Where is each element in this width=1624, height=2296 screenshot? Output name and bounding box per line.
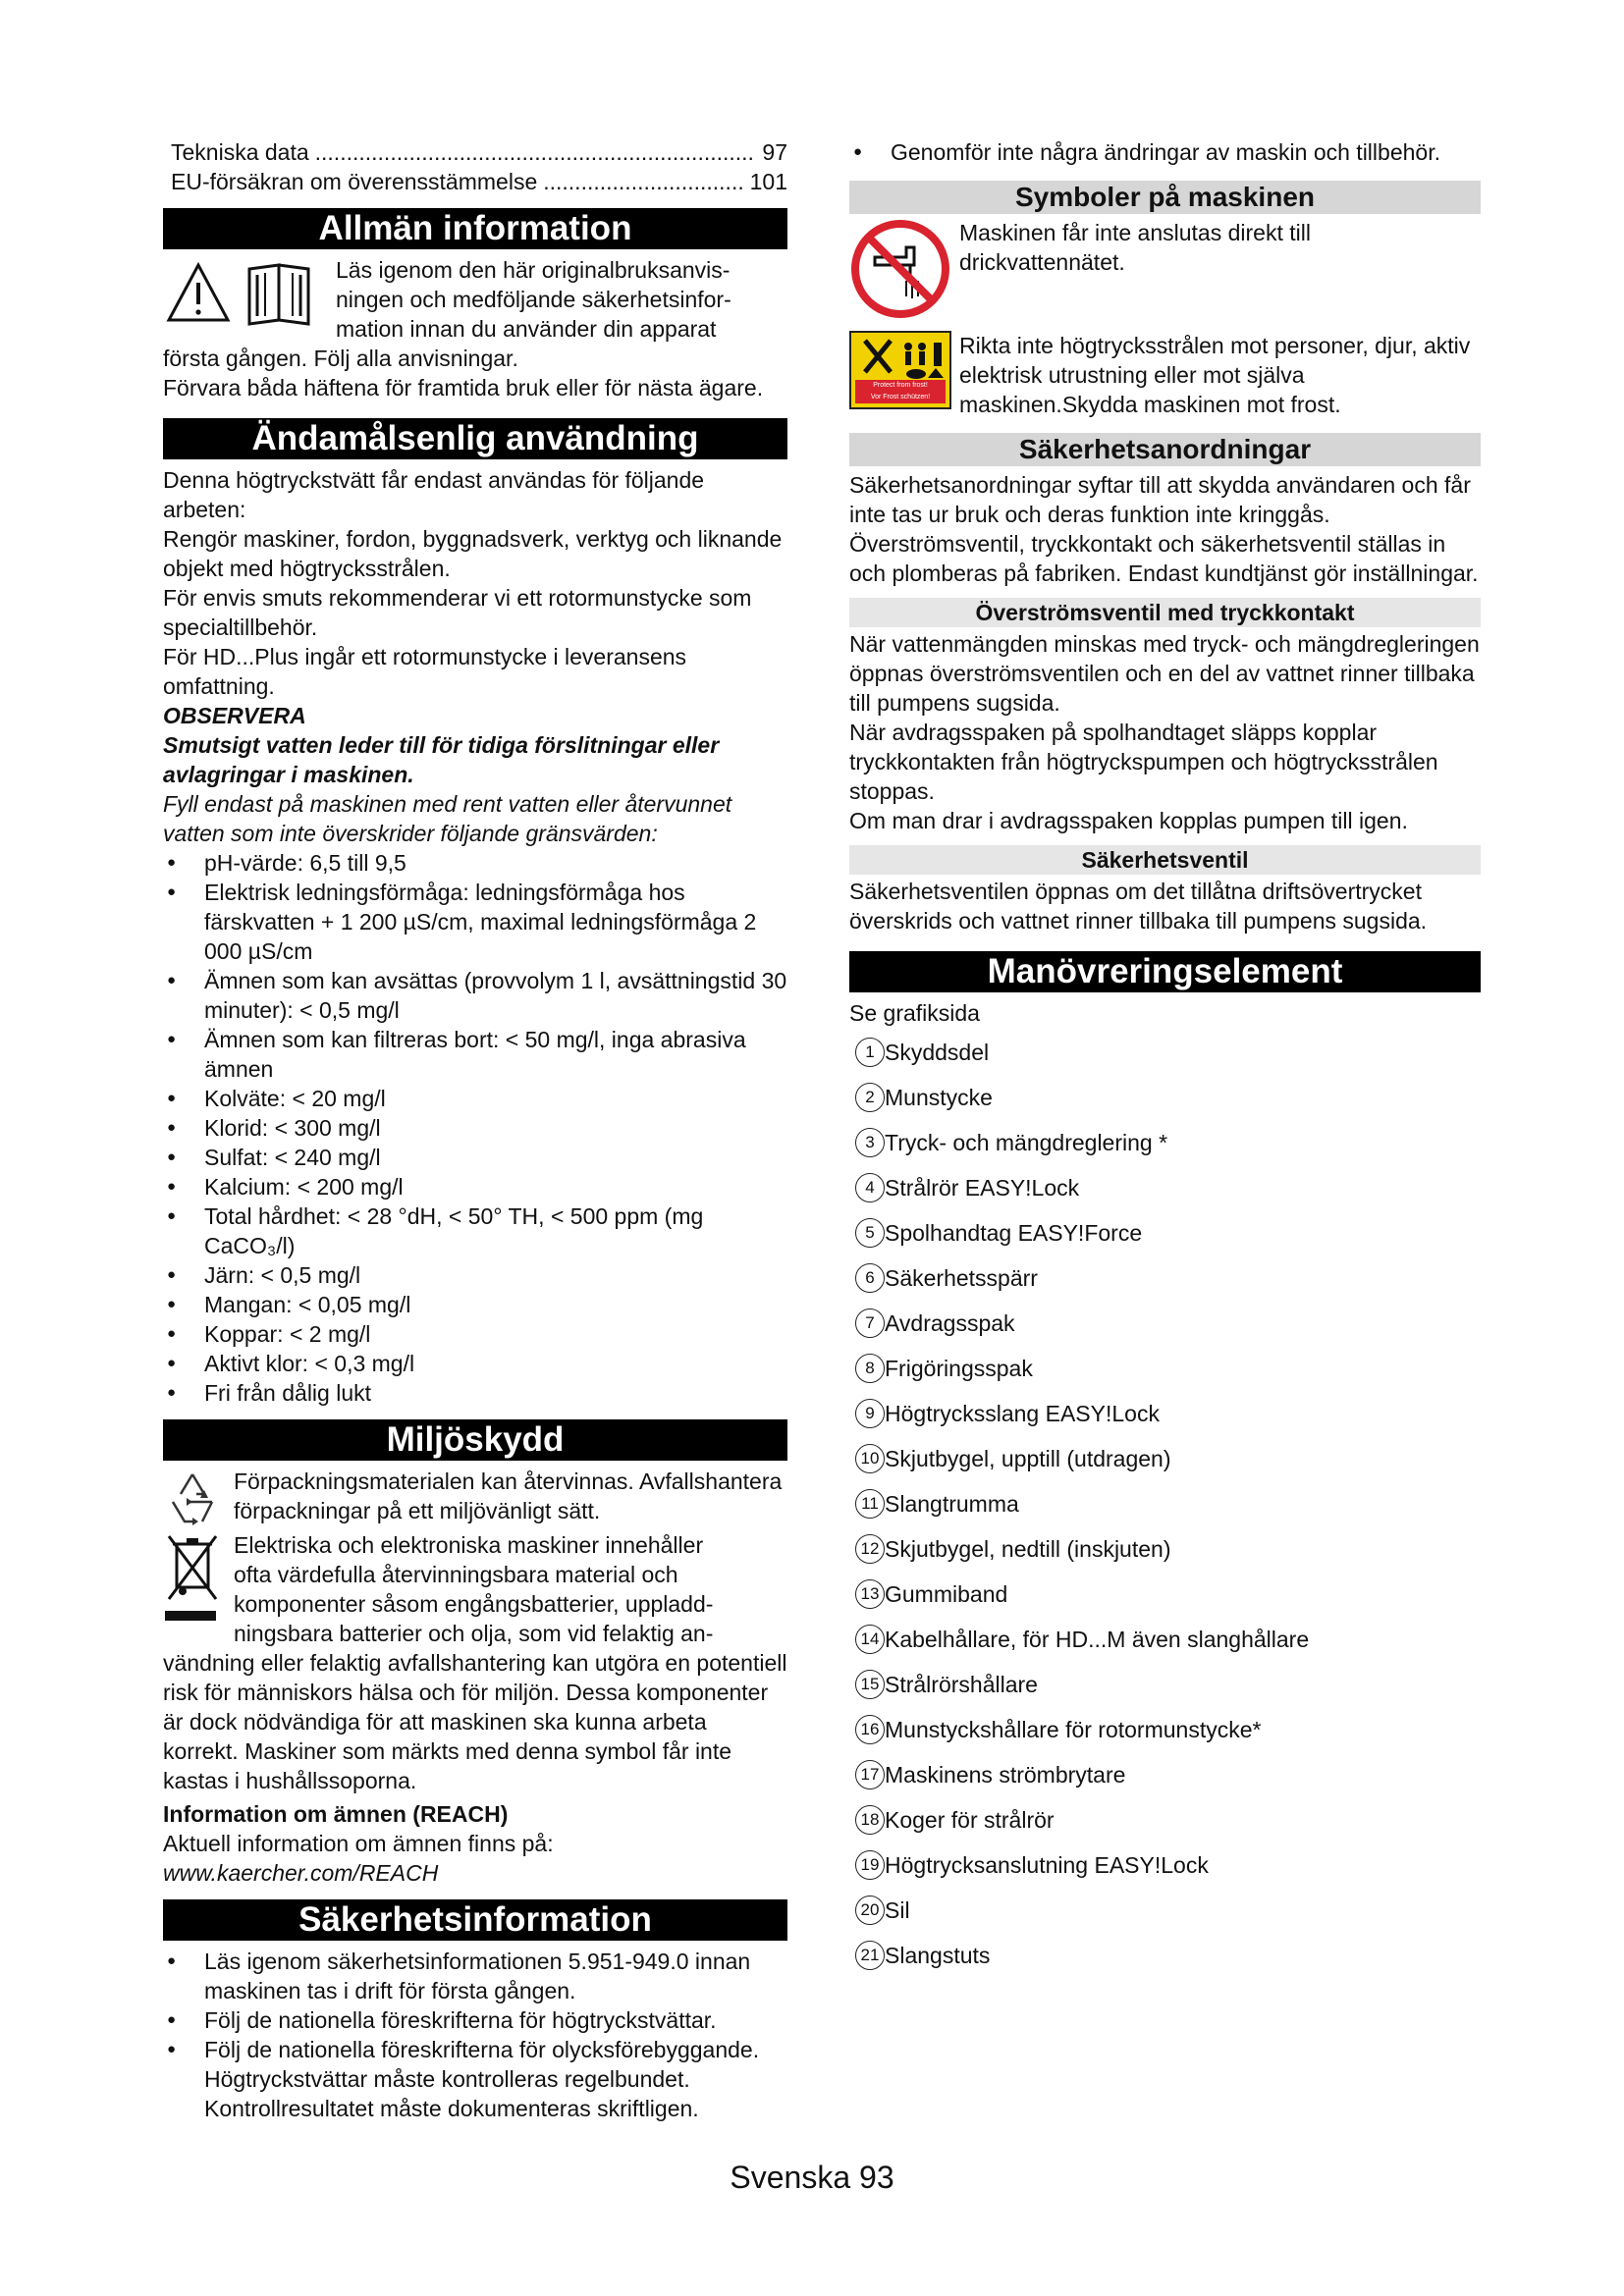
no-drinking-water-icon bbox=[849, 218, 959, 325]
control-item bbox=[849, 1165, 1481, 1210]
item-label: Skjutbygel, upptill (utdragen) bbox=[885, 1445, 1171, 1471]
item-number: 9 bbox=[855, 1399, 885, 1428]
list-item: ● Koppar: < 2 mg/l bbox=[163, 1319, 787, 1349]
item-number: 19 bbox=[855, 1850, 885, 1880]
reach-text bbox=[163, 1829, 787, 1888]
toc-label: Tekniska data bbox=[171, 139, 309, 165]
limits-list bbox=[163, 848, 787, 1408]
control-item bbox=[849, 1210, 1481, 1255]
section-heading-controls: Manövreringselement bbox=[849, 951, 1481, 992]
item-number: 14 bbox=[855, 1625, 885, 1654]
page-footer bbox=[0, 2160, 1624, 2196]
symbol-jet-text: Rikta inte högtrycksstrålen mot personer, djur, aktiv elektrisk utrustning eller mot själva maskinen.Skydda maskinen mot frost. bbox=[959, 333, 1471, 417]
paragraph: När vattenmängden minskas med tryck- och mängdregleringen öppnas överströmsventilen och en del av vattnet rinner tillbaka till pumpens sugsida. bbox=[849, 631, 1480, 716]
packaging-row bbox=[163, 1467, 787, 1530]
subheading-overflow-valve: Överströmsventil med tryckkontakt bbox=[849, 598, 1481, 627]
list-item: ● Ämnen som kan filtreras bort: < 50 mg/l, inga abrasiva ämnen bbox=[163, 1025, 787, 1084]
item-number: 17 bbox=[855, 1760, 885, 1789]
item-label: Skyddsdel bbox=[885, 1039, 990, 1065]
list-item: ● Följ de nationella föreskrifterna för olycksförebyggande. Högtryckstvättar måste kontrolleras regelbundet. Kontrollresultatet måste dokumenteras skriftligen. bbox=[163, 2035, 787, 2123]
packaging-text: Förpackningsmaterialen kan återvinnas. Avfallshantera förpackningar på ett miljövänligt sätt. bbox=[234, 1468, 783, 1523]
weee-row bbox=[163, 1530, 787, 1648]
section-heading-intended-use: Ändamålsenlig användning bbox=[163, 418, 787, 459]
control-item bbox=[849, 1662, 1481, 1707]
crossed-bin-icon bbox=[163, 1530, 234, 1648]
reach-text-label: Aktuell information om ämnen finns på: bbox=[163, 1831, 554, 1856]
item-number: 6 bbox=[855, 1263, 885, 1293]
safety-label-icon bbox=[849, 331, 959, 409]
toc-page: 101 bbox=[749, 169, 787, 194]
controls-list bbox=[849, 1030, 1481, 1978]
item-label: Tryck- och mängdreglering * bbox=[885, 1129, 1168, 1155]
paragraph: Om man drar i avdragsspaken kopplas pumpen till igen. bbox=[849, 808, 1408, 833]
item-number: 20 bbox=[855, 1896, 885, 1925]
control-item bbox=[849, 1481, 1481, 1526]
item-number: 8 bbox=[855, 1354, 885, 1383]
weee-lines bbox=[234, 1530, 787, 1648]
control-item bbox=[849, 1391, 1481, 1436]
paragraph: När avdragsspaken på spolhandtaget släpps kopplar tryckkontakten från högtryckspumpen och högtrycksstrålen stoppas. bbox=[849, 720, 1438, 804]
manual-book-icon bbox=[249, 265, 308, 324]
text-line: Läs igenom den här originalbruksanvis- bbox=[336, 257, 731, 283]
control-item bbox=[849, 1797, 1481, 1842]
list-item: ● Kolväte: < 20 mg/l bbox=[163, 1084, 787, 1113]
symbol-jet bbox=[849, 331, 1481, 419]
recycle-icon bbox=[163, 1467, 234, 1530]
item-number: 10 bbox=[855, 1444, 885, 1473]
control-item bbox=[849, 1572, 1481, 1617]
toc-label: EU-försäkran om överensstämmelse bbox=[171, 169, 538, 194]
controls-intro: Se grafiksida bbox=[849, 1000, 980, 1026]
text-line: ningsbara batterier och olja, som vid felaktig an- bbox=[234, 1621, 714, 1646]
item-label: Slangtrumma bbox=[885, 1490, 1019, 1517]
item-label: Säkerhetsspärr bbox=[885, 1264, 1038, 1291]
footer-language: Svenska bbox=[730, 2160, 851, 2195]
item-label: Slangstuts bbox=[885, 1942, 991, 1968]
item-label: Högtrycksslang EASY!Lock bbox=[885, 1400, 1160, 1426]
item-number: 21 bbox=[855, 1941, 885, 1970]
frost-label bbox=[855, 380, 946, 403]
control-item bbox=[849, 1933, 1481, 1978]
section-heading-safety-devices: Säkerhetsanordningar bbox=[849, 433, 1481, 466]
toc-page: 97 bbox=[762, 139, 787, 165]
text-line: ningen och medföljande säkerhetsinfor- bbox=[336, 287, 731, 312]
item-label: Frigöringsspak bbox=[885, 1355, 1033, 1381]
item-label: Maskinens strömbrytare bbox=[885, 1761, 1126, 1788]
symbol-drinking-text: Maskinen får inte anslutas direkt till drickvattennätet. bbox=[959, 220, 1311, 275]
control-item bbox=[849, 1888, 1481, 1933]
safety-valve-text: Säkerhetsventilen öppnas om det tillåtna driftsövertrycket överskrids och vattnet rinner tillbaka till pumpens sugsida. bbox=[849, 879, 1428, 934]
paragraph: För envis smuts rekommenderar vi ett rotormunstycke som specialtillbehör. bbox=[163, 585, 752, 640]
item-number: 13 bbox=[855, 1579, 885, 1609]
item-label: Gummiband bbox=[885, 1580, 1008, 1607]
list-item: ● Ämnen som kan avsättas (provvolym 1 l, avsättningstid 30 minuter): < 0,5 mg/l bbox=[163, 966, 787, 1025]
paragraph: För HD...Plus ingår ett rotormunstycke i leveransens omfattning. bbox=[163, 644, 687, 699]
toc-entry[interactable] bbox=[163, 137, 787, 167]
list-item: ● Aktivt klor: < 0,3 mg/l bbox=[163, 1349, 787, 1378]
item-number: 12 bbox=[855, 1534, 885, 1564]
item-label: Skjutbygel, nedtill (inskjuten) bbox=[885, 1535, 1171, 1562]
section-heading-safety: Säkerhetsinformation bbox=[163, 1899, 787, 1941]
list-item: ● Fri från dålig lukt bbox=[163, 1378, 787, 1408]
item-number: 15 bbox=[855, 1670, 885, 1699]
item-label: Spolhandtag EASY!Force bbox=[885, 1219, 1143, 1246]
control-item bbox=[849, 1526, 1481, 1572]
frost-label-line: Vor Frost schützen! bbox=[870, 394, 931, 400]
notice-label: OBSERVERA bbox=[163, 703, 306, 728]
control-item bbox=[849, 1120, 1481, 1165]
item-label: Munstyckshållare för rotormunstycke* bbox=[885, 1716, 1262, 1742]
item-number: 1 bbox=[855, 1038, 885, 1067]
warning-manual-icons bbox=[163, 255, 336, 344]
text-line: mation innan du använder din apparat bbox=[336, 316, 717, 342]
section-heading-general: Allmän information bbox=[163, 208, 787, 249]
general-intro-lines bbox=[336, 255, 731, 344]
reach-heading: Information om ämnen (REACH) bbox=[163, 1801, 509, 1827]
weee-rest: vändning eller felaktig avfallshantering kan utgöra en potentiell risk för människors hälsa och för miljön. Dessa komponenter är dock nödvändiga för att maskinen ska kunna arbeta korrekt. Maskiner som märkts med denna symbol får inte kastas i hushållssoporna. bbox=[163, 1650, 787, 1793]
reach-link[interactable]: www.kaercher.com/REACH bbox=[163, 1860, 439, 1886]
warning-triangle-icon bbox=[163, 255, 336, 344]
item-number: 5 bbox=[855, 1218, 885, 1248]
list-item: ● Följ de nationella föreskrifterna för högtryckstvättar. bbox=[163, 2005, 787, 2035]
safety-list bbox=[163, 1947, 787, 2123]
control-item bbox=[849, 1030, 1481, 1075]
list-item: ● Järn: < 0,5 mg/l bbox=[163, 1260, 787, 1290]
toc-leader bbox=[315, 137, 757, 167]
item-label: Strålrörshållare bbox=[885, 1671, 1038, 1697]
list-item: ● Sulfat: < 240 mg/l bbox=[163, 1143, 787, 1172]
list-item: ● Total hårdhet: < 28 °dH, < 50° TH, < 500 ppm (mg CaCO₃/l) bbox=[163, 1201, 787, 1260]
general-intro bbox=[163, 255, 787, 344]
text-line: ofta värdefulla återvinningsbara material och bbox=[234, 1562, 678, 1587]
item-label: Sil bbox=[885, 1896, 910, 1923]
control-item bbox=[849, 1075, 1481, 1120]
right-column bbox=[849, 137, 1481, 1978]
item-label: Högtrycksanslutning EASY!Lock bbox=[885, 1851, 1209, 1878]
toc-entry[interactable] bbox=[163, 167, 787, 196]
control-item bbox=[849, 1301, 1481, 1346]
item-number: 2 bbox=[855, 1083, 885, 1112]
safety-devices-text: Säkerhetsanordningar syftar till att skydda användaren och får inte tas ur bruk och deras funktion inte kringgås. Överströmsventil, tryckkontakt och säkerhetsventil ställas in och plomberas på fabriken. Endast kundtjänst gör inställningar. bbox=[849, 472, 1479, 586]
item-number: 4 bbox=[855, 1173, 885, 1202]
section-heading-symbols: Symboler på maskinen bbox=[849, 181, 1481, 214]
item-number: 16 bbox=[855, 1715, 885, 1744]
left-column bbox=[163, 137, 787, 2123]
footer-page-number: 93 bbox=[859, 2160, 894, 2195]
subheading-safety-valve: Säkerhetsventil bbox=[849, 845, 1481, 875]
list-item: ● Elektrisk ledningsförmåga: ledningsförmåga hos färskvatten + 1 200 µS/cm, maximal ledningsförmåga 2 000 µS/cm bbox=[163, 878, 787, 966]
item-label: Strålrör EASY!Lock bbox=[885, 1174, 1080, 1201]
toc-leader bbox=[543, 167, 743, 196]
item-number: 11 bbox=[855, 1489, 885, 1519]
general-keep: Förvara båda häftena för framtida bruk eller för nästa ägare. bbox=[163, 375, 764, 400]
text-line: komponenter såsom engångsbatterier, uppladd- bbox=[234, 1591, 714, 1617]
frost-label-line: Protect from frost! bbox=[873, 382, 928, 389]
paragraph: Rengör maskiner, fordon, byggnadsverk, verktyg och liknande objekt med högtrycksstrålen. bbox=[163, 526, 783, 581]
list-item: ● Kalcium: < 200 mg/l bbox=[163, 1172, 787, 1201]
item-number: 18 bbox=[855, 1805, 885, 1835]
list-item: ● Genomför inte några ändringar av maskin och tillbehör. bbox=[849, 137, 1481, 167]
item-label: Avdragsspak bbox=[885, 1309, 1015, 1336]
text-line: Elektriska och elektroniska maskiner innehåller bbox=[234, 1532, 704, 1558]
item-label: Koger för strålrör bbox=[885, 1806, 1055, 1833]
control-item bbox=[849, 1255, 1481, 1301]
item-label: Kabelhållare, för HD...M även slanghållare bbox=[885, 1626, 1310, 1652]
general-intro-rest: första gången. Följ alla anvisningar. bbox=[163, 346, 518, 371]
list-item: ● Klorid: < 300 mg/l bbox=[163, 1113, 787, 1143]
control-item bbox=[849, 1707, 1481, 1752]
paragraph: Denna högtryckstvätt får endast användas för följande arbeten: bbox=[163, 467, 705, 522]
safety-list-continued bbox=[849, 137, 1481, 167]
control-item bbox=[849, 1436, 1481, 1481]
item-number: 7 bbox=[855, 1308, 885, 1338]
notice-italic-text: Fyll endast på maskinen med rent vatten eller återvunnet vatten som inte överskrider följande gränsvärden: bbox=[163, 791, 732, 846]
list-item: ● Läs igenom säkerhetsinformationen 5.951-949.0 innan maskinen tas i drift för första gången. bbox=[163, 1947, 787, 2005]
symbol-drinking-water bbox=[849, 218, 1481, 325]
control-item bbox=[849, 1617, 1481, 1662]
control-item bbox=[849, 1346, 1481, 1391]
list-item: ● Mangan: < 0,05 mg/l bbox=[163, 1290, 787, 1319]
list-item: ● pH-värde: 6,5 till 9,5 bbox=[163, 848, 787, 878]
item-number: 3 bbox=[855, 1128, 885, 1157]
notice-bold-text: Smutsigt vatten leder till för tidiga förslitningar eller avlagringar i maskinen. bbox=[163, 732, 720, 787]
jet-warning-icon bbox=[851, 333, 949, 382]
section-heading-environment: Miljöskydd bbox=[163, 1419, 787, 1461]
control-item bbox=[849, 1752, 1481, 1797]
control-item bbox=[849, 1842, 1481, 1888]
item-label: Munstycke bbox=[885, 1084, 993, 1110]
